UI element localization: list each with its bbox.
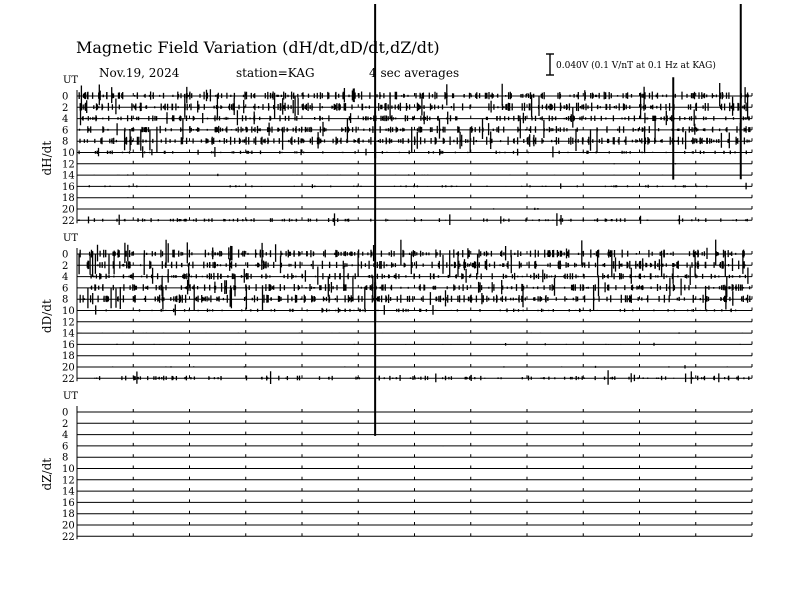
- hour-label: 18: [62, 509, 75, 521]
- hour-label: 16: [62, 497, 75, 509]
- trace-activity: [79, 213, 747, 226]
- hour-label: 20: [62, 204, 75, 216]
- hour-label: 2: [62, 418, 69, 430]
- hour-label: 4: [62, 272, 69, 284]
- panel-time-axis-label: UT: [63, 75, 79, 86]
- hour-label: 0: [62, 407, 69, 419]
- scale-bar: [546, 54, 716, 75]
- scale-bar-label: 0.040V (0.1 V/nT at 0.1 Hz at KAG): [556, 61, 716, 71]
- hour-label: 8: [62, 294, 69, 306]
- hour-label: 10: [62, 464, 75, 475]
- hour-label: 4: [62, 114, 69, 126]
- trace-activity: [95, 370, 749, 384]
- hour-label: 10: [62, 306, 75, 317]
- hour-label: 14: [62, 486, 75, 498]
- chart-title: Magnetic Field Variation (dH/dt,dD/dt,dZ/dt): [76, 38, 440, 57]
- panel-label: dD/dt: [40, 299, 54, 334]
- hour-label: 20: [62, 362, 75, 374]
- panel-label: dH/dt: [40, 140, 54, 176]
- hour-label: 6: [62, 441, 69, 453]
- trace-activity: [79, 146, 746, 157]
- hour-label: 18: [62, 193, 75, 205]
- panel-time-axis-label: UT: [63, 391, 79, 402]
- hour-label: 18: [62, 351, 75, 363]
- station-label: station=KAG: [236, 66, 315, 80]
- panel-label: dZ/dt: [40, 457, 54, 491]
- hour-label: 14: [62, 170, 75, 182]
- hour-label: 22: [62, 215, 75, 227]
- trace-activity: [80, 93, 747, 120]
- hour-label: 6: [62, 283, 69, 295]
- panel-time-axis-label: UT: [63, 233, 79, 244]
- hour-label: 22: [62, 531, 75, 543]
- hour-label: 22: [62, 373, 75, 385]
- hour-label: 0: [62, 91, 69, 103]
- hour-label: 8: [62, 136, 69, 148]
- panel-3: [40, 391, 752, 543]
- hour-label: 14: [62, 328, 75, 340]
- averaging-label: 4 sec averages: [369, 66, 460, 80]
- hour-label: 20: [62, 520, 75, 532]
- hour-label: 4: [62, 430, 69, 442]
- hour-label: 2: [62, 260, 69, 272]
- trace-activity: [79, 83, 748, 106]
- panels-group: [40, 4, 752, 543]
- hour-label: 2: [62, 102, 69, 114]
- hour-label: 10: [62, 148, 75, 159]
- hour-label: 16: [62, 339, 75, 351]
- hour-label: 6: [62, 125, 69, 137]
- hour-label: 12: [62, 317, 75, 329]
- trace-activity: [80, 240, 744, 266]
- hour-label: 16: [62, 181, 75, 193]
- hour-label: 12: [62, 159, 75, 171]
- hour-label: 12: [62, 475, 75, 487]
- date-label: Nov.19, 2024: [99, 66, 180, 80]
- hour-label: 0: [62, 249, 69, 261]
- hour-label: 8: [62, 452, 69, 464]
